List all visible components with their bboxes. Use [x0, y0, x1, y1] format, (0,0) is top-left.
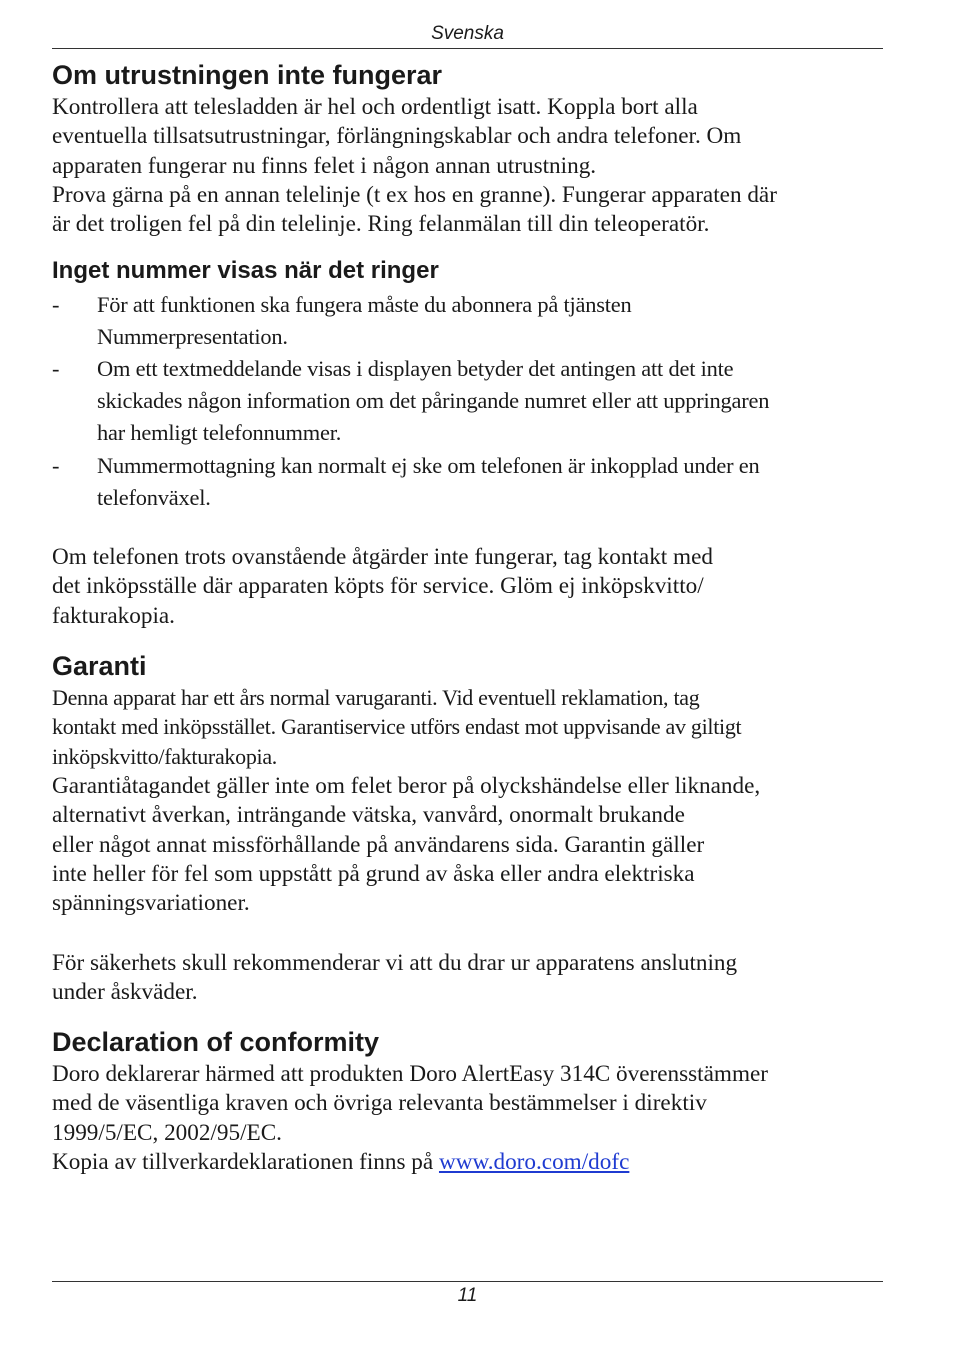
conformity-para-2-text: Kopia av tillverkardeklarationen finns på — [52, 1149, 439, 1175]
bullet-dash: - — [52, 356, 60, 381]
warranty-para-2: Garantiåtagandet gäller inte om felet beror på olyckshändelse eller liknande, alternativt åverkan, inträngande vätska, vanvård, onormalt brukande eller något annat missförhållande på användarens sida. Garantin gäller inte heller för fel som uppstått på grund av åska eller andra elektriska spänningsvariationer. — [52, 773, 761, 917]
subheading-no-caller-id: Inget nummer visas när det ringer — [52, 257, 439, 284]
bullet-item — [52, 450, 892, 514]
bullet-text: Om ett textmeddelande visas i displayen betyder det antingen att det inte skickades någon information om det påringande numret eller att uppringaren har hemligt telefonnummer. — [97, 356, 770, 445]
page-number: 11 — [457, 1285, 478, 1306]
conformity-para-2 — [52, 1148, 892, 1177]
conformity-para-1: Doro deklarerar härmed att produkten Doro AlertEasy 314C överensstämmer med de väsentliga kraven och övriga relevanta bestämmelser i direktiv 1999/5/EC, 2002/95/EC. — [52, 1061, 769, 1146]
doro-dofc-link[interactable]: www.doro.com/dofc — [438, 1149, 630, 1175]
heading-trouble: Om utrustningen inte fungerar — [52, 60, 443, 90]
bullet-item — [52, 353, 892, 449]
trouble-para-3: Om telefonen trots ovanstående åtgärder inte fungerar, tag kontakt med det inköpsställe där apparaten köpts för service. Glöm ej inköpskvitto/ fakturakopia. — [52, 544, 713, 629]
header-rule — [52, 48, 883, 49]
bullet-text: För att funktionen ska fungera måste du abonnera på tjänsten Nummerpresentation. — [97, 292, 632, 349]
warranty-para-1: Denna apparat har ett års normal varugaranti. Vid eventuell reklamation, tag kontakt med inköpsstället. Garantiservice utförs endast mot uppvisande av giltigt inköpskvitto/fakturakopia. — [52, 685, 742, 769]
bullet-dash: - — [52, 453, 60, 478]
heading-warranty: Garanti — [52, 651, 147, 681]
bullet-item — [52, 289, 892, 353]
trouble-para-1: Kontrollera att telesladden är hel och ordentligt isatt. Koppla bort alla eventuella tillsatsutrustningar, förlängningskablar och andra telefoner. Om apparaten fungerar nu finns felet i någon annan utrustning. — [52, 94, 742, 179]
trouble-para-2: Prova gärna på en annan telelinje (t ex hos en granne). Fungerar apparaten där är det troligen fel på din telelinje. Ring felanmälan till din teleoperatör. — [52, 182, 777, 238]
header-language: Svenska — [431, 23, 504, 44]
heading-conformity: Declaration of conformity — [52, 1027, 380, 1057]
warranty-para-3: För säkerhets skull rekommenderar vi att du drar ur apparatens anslutning under åskväder. — [52, 950, 738, 1006]
footer-rule — [52, 1281, 883, 1282]
bullet-dash: - — [52, 292, 60, 317]
bullet-text: Nummermottagning kan normalt ej ske om telefonen är inkopplad under en telefonväxel. — [97, 453, 760, 510]
